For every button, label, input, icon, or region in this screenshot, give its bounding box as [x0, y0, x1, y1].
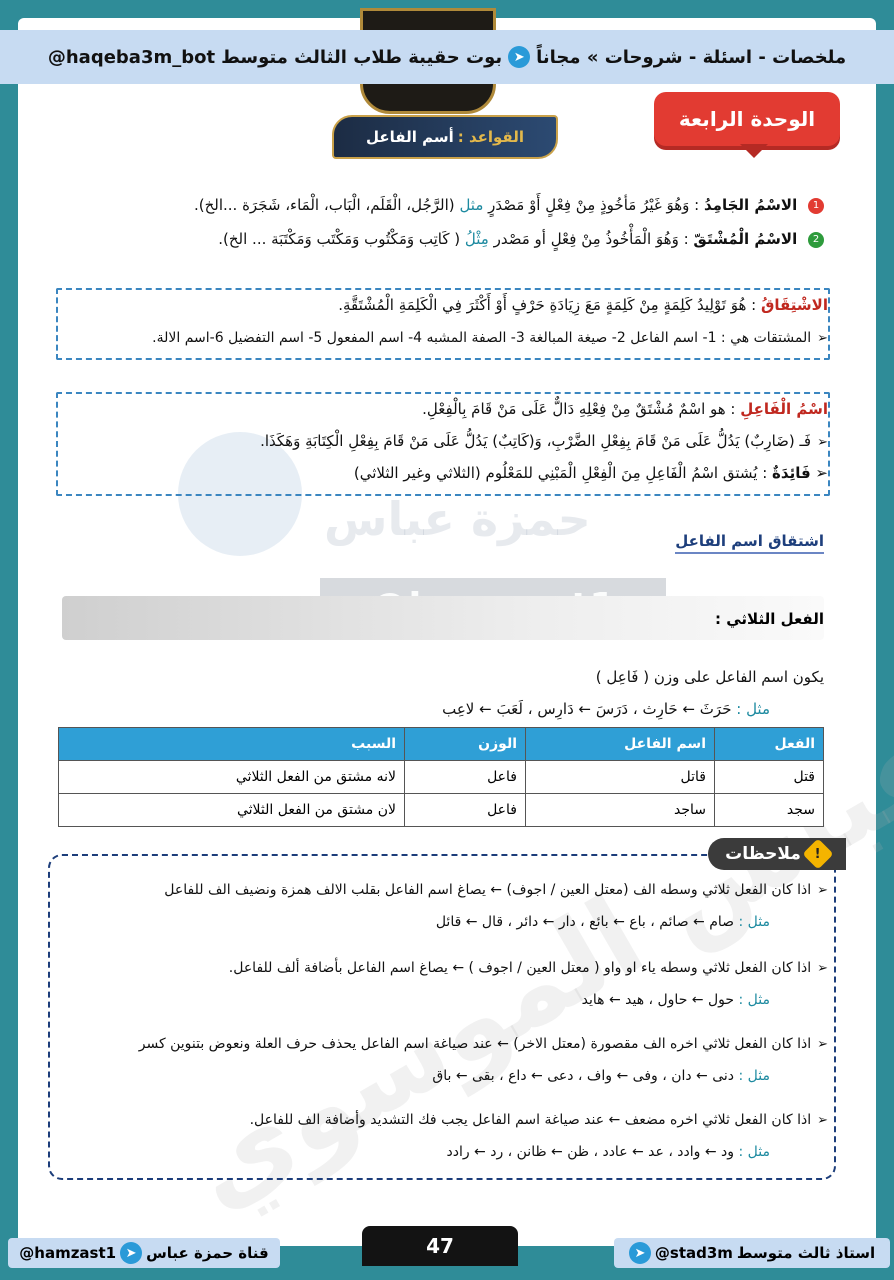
example-label-mushtaq: مِثْلُ	[464, 230, 489, 248]
note-item-1: ➢ اذا كان الفعل ثلاثي وسطه الف (معتل العين / اجوف) ← يصاغ اسم الفاعل بقلب الالف همزة ونضيف الف للفاعل	[164, 882, 828, 898]
benefit-arrow-icon: ➢	[810, 464, 828, 482]
note-example-text: دنى ← دان ، وفى ← واف ، دعى ← داع ، بقى ← باق	[432, 1068, 735, 1084]
notes-title: ملاحظات	[725, 844, 801, 864]
note-example-label: مثل :	[738, 1144, 770, 1160]
number-2-icon: 2	[808, 232, 824, 248]
table-cell: سجد	[715, 794, 824, 827]
subtitle-trilateral: الفعل الثلاثي :	[715, 610, 824, 628]
section-title: اشتقاق اسم الفاعل	[675, 532, 824, 554]
rule-text: يكون اسم الفاعل على وزن ( فَاعِل )	[595, 668, 824, 686]
active-participle-term: اسْمُ الْفَاعِلِ	[740, 400, 828, 418]
note-example-text: صام ← صائم ، باع ← بائع ، دار ← دائر ، قال ← قائل	[435, 914, 735, 930]
table-header: السبب	[59, 728, 405, 761]
text-mushtaq: : وَهُوَ الْمَأْخُوذُ مِنْ فِعْلٍ أو مَصْدر	[493, 230, 689, 248]
active-participle-example: ➢ فَـ (ضَارِبٌ) يَدُلُّ عَلَى مَنْ قَامَ بِفِعْلِ الضَّرْبِ، وَ(كَاتِبٌ) يَدُلُّ عَلَى مَنْ قَامَ بِفِعْلِ الْكِتَابَةِ وَهَكَذَا.	[260, 432, 828, 450]
term-mushtaq: الاسْمُ الْمُشْتَقّ	[693, 230, 798, 248]
term-jamid: الاسْمُ الجَامِدُ	[704, 196, 798, 214]
notes-box	[48, 854, 836, 1180]
banner-bot-handle[interactable]: @haqeba3m_bot	[47, 46, 216, 68]
note-example-1	[436, 914, 770, 930]
definition-jamid	[194, 196, 824, 214]
example-label-jamid: مثل	[459, 196, 484, 214]
footer-channel-handle[interactable]: @hamzast1	[19, 1244, 117, 1262]
benefit-term: فَائِدَةٌ	[772, 464, 811, 482]
example-jamid: (الرَّجُل، الْقَلَم، الْبَاب، الْمَاء، شَجَرَة ...الخ).	[193, 196, 455, 214]
verbs-table	[58, 727, 824, 827]
table-cell: فاعل	[405, 794, 526, 827]
notes-badge	[708, 838, 846, 870]
derivation-definition	[338, 296, 828, 314]
benefit-text: : يُشتق اسْمُ الْفَاعِلِ مِنَ الْفِعْلِ الْمَبْنِي للمَعْلُوم (الثلاثي وغير الثلاثي)	[353, 464, 768, 482]
rule-example	[442, 700, 770, 718]
example-mushtaq: ( كَاتِب وَمَكْتُوب وَمَكْتَب وَمَكْتَبَة ... الخ).	[218, 230, 461, 248]
note-item-2: ➢ اذا كان الفعل ثلاثي وسطه ياء او واو ( معتل العين / اجوف ) ← يصاغ اسم الفاعل بأضافة ألف للفاعل.	[229, 960, 828, 976]
telegram-icon: ➤	[629, 1242, 651, 1264]
table-header: الوزن	[405, 728, 526, 761]
note-item-3: ➢ اذا كان الفعل ثلاثي اخره الف مقصورة (معتل الاخر) ← عند صياغة اسم الفاعل يحذف حرف العلة ونعوض بتنوين كسر	[139, 1036, 828, 1052]
footer-channel[interactable]	[8, 1238, 280, 1268]
table-header-row	[59, 728, 824, 761]
table-cell: قتل	[715, 761, 824, 794]
note-example-label: مثل :	[738, 1068, 770, 1084]
lesson-title: أسم الفاعل	[366, 128, 454, 146]
note-item-4: ➢ اذا كان الفعل ثلاثي اخره مضعف ← عند صياغة اسم الفاعل يجب فك التشديد وأضافة الف للفاعل.	[250, 1112, 828, 1128]
banner-prefix: ملخصات - اسئلة - شروحات » مجاناً	[536, 46, 847, 68]
table-cell: لان مشتق من الفعل الثلاثي	[59, 794, 405, 827]
note-example-label: مثل :	[738, 914, 770, 930]
text-jamid: : وَهُوَ غَيْرُ مَأخُوذٍ مِنْ فِعْلٍ أَوْ مَصْدَرٍ	[488, 196, 700, 214]
active-participle-text: : هو اسْمٌ مُشْتَقٌ مِنْ فِعْلِهِ دَالٌّ عَلَى مَنْ قَامَ بِالْفِعْلِ.	[422, 400, 736, 418]
note-example-text: ود ← وادد ، عد ← عادد ، ظن ← ظانن ، رد ← رادد	[446, 1144, 735, 1160]
rule-example-label: مثل :	[736, 700, 770, 718]
warning-icon: !	[802, 838, 833, 869]
subtitle-bar	[62, 596, 824, 640]
note-example-4	[446, 1144, 770, 1160]
footer-teacher[interactable]	[614, 1238, 890, 1268]
table-header: اسم الفاعل	[526, 728, 715, 761]
table-cell: لانه مشتق من الفعل الثلاثي	[59, 761, 405, 794]
table-row	[59, 761, 824, 794]
unit-badge-tail	[740, 144, 768, 158]
rule-example-text: حَرَثَ ← حَارِث ، دَرَسَ ← دَارِس ، لَعَبَ ← لاعِب	[442, 700, 732, 718]
derivation-term: الاشْتِقَاقُ	[760, 296, 828, 314]
footer-teacher-label: استاذ ثالث متوسط	[736, 1244, 876, 1262]
footer-channel-label: قناة حمزة عباس	[146, 1244, 269, 1262]
active-participle-definition	[422, 400, 828, 418]
telegram-icon: ➤	[508, 46, 530, 68]
table-row	[59, 794, 824, 827]
lesson-badge	[332, 115, 558, 159]
note-example-3	[432, 1068, 770, 1084]
page-number: 47	[362, 1226, 518, 1266]
note-example-label: مثل :	[738, 992, 770, 1008]
definition-mushtaq	[218, 230, 824, 248]
lesson-kind: القواعد :	[457, 128, 524, 146]
watermark-name: حمزة عباس	[324, 492, 591, 546]
table-cell: قاتل	[526, 761, 715, 794]
table-cell: فاعل	[405, 761, 526, 794]
table-header: الفعل	[715, 728, 824, 761]
table-cell: ساجد	[526, 794, 715, 827]
banner-text: بوت حقيبة طلاب الثالث متوسط	[221, 46, 503, 68]
note-example-2	[582, 992, 770, 1008]
telegram-icon: ➤	[120, 1242, 142, 1264]
number-1-icon: 1	[808, 198, 824, 214]
footer-teacher-handle[interactable]: @stad3m	[654, 1244, 733, 1262]
derivatives-list: ➢ المشتقات هي : 1- اسم الفاعل 2- صيغة المبالغة 3- الصفة المشبه 4- اسم المفعول 5- اسم التفضيل 6-اسم الالة.	[152, 330, 828, 346]
derivation-text: : هُوَ تَوْلِيدُ كَلِمَةٍ مِنْ كَلِمَةٍ مَعَ زِيَادَةِ حَرْفٍ أَوْ أَكْثَرَ فِي الْكَلِمَةِ الْمُشْتَقَّةِ.	[338, 296, 757, 314]
top-banner[interactable]	[0, 30, 894, 84]
unit-badge: الوحدة الرابعة	[654, 92, 840, 146]
diagonal-watermark: عباس الموسوي	[166, 696, 894, 1234]
active-participle-benefit	[354, 464, 828, 482]
note-example-text: حول ← حاول ، هيد ← هايد	[581, 992, 735, 1008]
